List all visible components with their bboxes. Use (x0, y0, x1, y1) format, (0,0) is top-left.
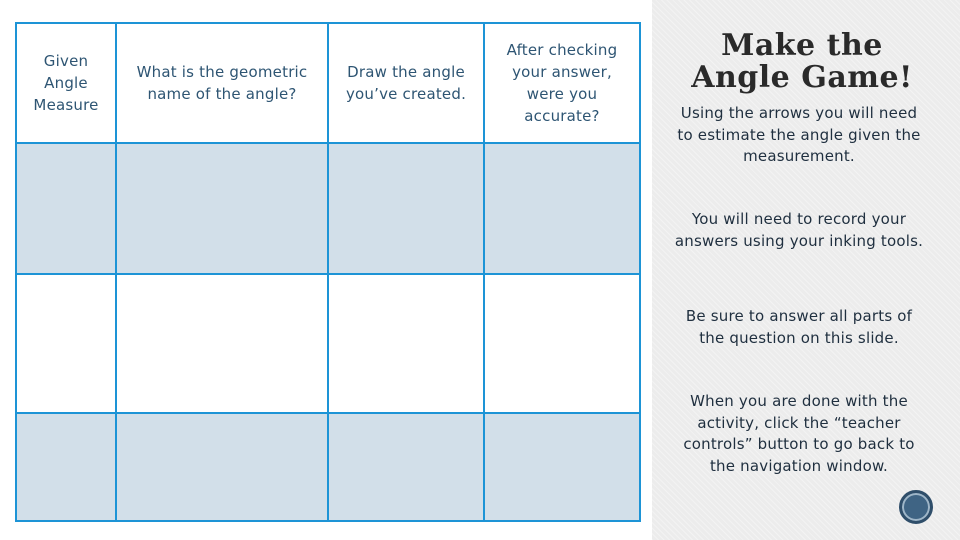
instruction-teacher-controls: When you are done with the activity, click the “teacher controls” button to go back to the navigation window. (683, 392, 915, 475)
header-geometric-name: What is the geometric name of the angle? (136, 63, 308, 104)
teacher-controls-button[interactable] (899, 490, 933, 524)
header-given-angle-measure: Given Angle Measure (33, 52, 99, 115)
game-title: Make the Angle Game! (691, 28, 913, 95)
table-cell[interactable] (328, 413, 484, 521)
header-cell (484, 23, 640, 143)
table-header-row (16, 23, 640, 143)
table-row (16, 274, 640, 413)
table-cell[interactable] (484, 143, 640, 274)
table-cell[interactable] (328, 143, 484, 274)
instruction-record-answers: You will need to record your answers using your inking tools. (674, 210, 924, 250)
table-row (16, 143, 640, 274)
header-accuracy-check: After checking your answer, were you accurate? (506, 41, 618, 126)
table-cell[interactable] (116, 143, 328, 274)
table-cell[interactable] (116, 413, 328, 521)
table-cell[interactable] (16, 274, 116, 413)
table-cell[interactable] (116, 274, 328, 413)
header-cell (16, 23, 116, 143)
answer-table (15, 22, 641, 522)
header-cell (116, 23, 328, 143)
table-cell[interactable] (328, 274, 484, 413)
table-cell[interactable] (484, 413, 640, 521)
table-cell[interactable] (16, 413, 116, 521)
instruction-estimate: Using the arrows you will need to estimate the angle given the measurement. (677, 104, 921, 165)
table-row (16, 413, 640, 521)
table-cell[interactable] (16, 143, 116, 274)
header-draw-angle: Draw the angle you’ve created. (345, 63, 467, 104)
table-cell[interactable] (484, 274, 640, 413)
instruction-answer-all-parts: Be sure to answer all parts of the question on this slide. (685, 307, 913, 347)
instructions-panel (652, 0, 960, 540)
header-cell (328, 23, 484, 143)
